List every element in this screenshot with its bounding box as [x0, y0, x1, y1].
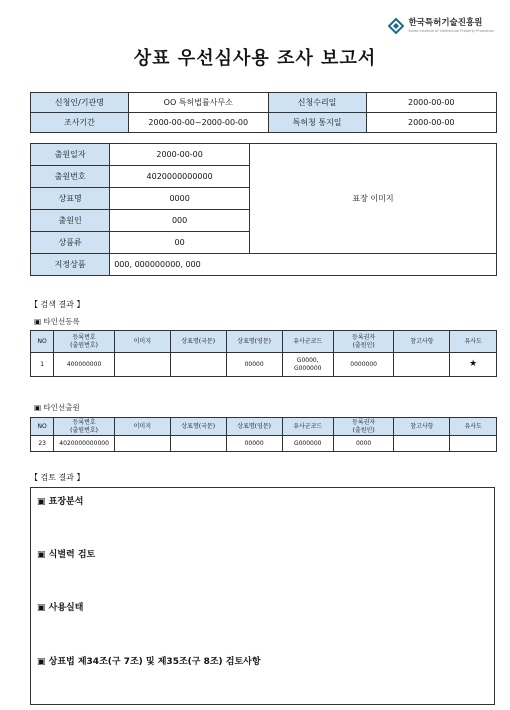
app-row-notes	[394, 436, 450, 452]
reg-row-owner: 0000000	[333, 353, 394, 377]
app-row-name-en: 00000	[226, 436, 282, 452]
col-notes: 참고사항	[394, 331, 450, 353]
app-row-similarity	[450, 436, 497, 452]
mark-image-area: 표장 이미지	[250, 144, 497, 254]
designated-goods-value: 000, 000000000, 000	[110, 254, 497, 276]
col-name-ko: 상표명(국문)	[170, 418, 226, 436]
review-results-box	[30, 487, 495, 705]
review-trademark-act: ▣ 상표법 제34조(구 7조) 및 제35조(구 8조) 검토사항	[37, 657, 261, 667]
designated-goods-label: 지정상품	[31, 254, 110, 276]
col-name-en: 상표명(영문)	[226, 418, 282, 436]
trademark-name-value: 0000	[110, 188, 250, 210]
reg-row-image	[114, 353, 170, 377]
col-similarity: 유사도	[450, 331, 497, 353]
application-number-value: 4020000000000	[110, 166, 250, 188]
col-reg-number: 등록번호 (출원번호)	[54, 418, 115, 436]
col-image: 이미지	[114, 331, 170, 353]
prior-application-label: ▣ 타인선출원	[34, 403, 80, 412]
info-table	[30, 92, 497, 133]
goods-class-label: 상품류	[31, 232, 110, 254]
review-results-heading: 【 검토 결과 】	[30, 473, 85, 482]
reg-row-number: 400000000	[54, 353, 115, 377]
filing-date-value: 2000-00-00	[110, 144, 250, 166]
prior-registration-label: ▣ 타인선등록	[34, 317, 80, 326]
kipa-logo-icon	[388, 18, 404, 34]
col-similar-code: 유사군코드	[282, 331, 333, 353]
filing-date-label: 출원일자	[31, 144, 110, 166]
prior-registration-table	[30, 330, 497, 377]
app-row-owner: 0000	[333, 436, 394, 452]
prior-application-table	[30, 417, 497, 452]
search-results-heading: 【 검색 결과 】	[30, 300, 85, 309]
app-row-number: 4020000000000	[54, 436, 115, 452]
trademark-name-label: 상표명	[31, 188, 110, 210]
reg-row-name-en: 00000	[226, 353, 282, 377]
trademark-detail-table	[30, 143, 497, 276]
search-period-value: 2000-00-00~2000-00-00	[128, 113, 268, 133]
col-no: NO	[31, 418, 54, 436]
col-name-en: 상표명(영문)	[226, 331, 282, 353]
logo-text: 한국특허기술진흥원	[408, 18, 483, 29]
applicant-value: OO 특허법률사무소	[128, 93, 268, 113]
logo	[388, 18, 494, 34]
receipt-date-value: 2000-00-00	[366, 93, 496, 113]
search-period-label: 조사기간	[31, 113, 129, 133]
applicant-name-value: 000	[110, 210, 250, 232]
applicant-label: 신청인/기관명	[31, 93, 129, 113]
goods-class-value: 00	[110, 232, 250, 254]
receipt-date-label: 신청수리일	[268, 93, 366, 113]
col-similar-code: 유사군코드	[282, 418, 333, 436]
notice-date-value: 2000-00-00	[366, 113, 496, 133]
reg-row-name-ko	[170, 353, 226, 377]
col-notes: 참고사항	[394, 418, 450, 436]
app-row-similar-code: G000000	[282, 436, 333, 452]
page-title: 상표 우선심사용 조사 보고서	[133, 48, 377, 69]
col-owner: 등록권자 (출원인)	[333, 418, 394, 436]
reg-row-similar-code: G0000, G000000	[282, 353, 333, 377]
col-no: NO	[31, 331, 54, 353]
col-similarity: 유사도	[450, 418, 497, 436]
col-owner: 등록권자 (출원인)	[333, 331, 394, 353]
review-distinctiveness: ▣ 식별력 검토	[37, 550, 96, 560]
app-row-no: 23	[31, 436, 54, 452]
applicant-name-label: 출원인	[31, 210, 110, 232]
col-image: 이미지	[114, 418, 170, 436]
col-name-ko: 상표명(국문)	[170, 331, 226, 353]
reg-row-no: 1	[31, 353, 54, 377]
app-row-name-ko	[170, 436, 226, 452]
notice-date-label: 특허청 통지일	[268, 113, 366, 133]
col-reg-number: 등록번호 (출원번호)	[54, 331, 115, 353]
review-mark-analysis: ▣ 표장분석	[37, 497, 84, 507]
reg-row-similarity: ★	[450, 353, 497, 377]
reg-row-notes	[394, 353, 450, 377]
app-row-image	[114, 436, 170, 452]
application-number-label: 출원번호	[31, 166, 110, 188]
review-usage-status: ▣ 사용실태	[37, 603, 84, 613]
logo-subtext: Korea Institute of Intellectual Property Promotion	[408, 28, 494, 33]
